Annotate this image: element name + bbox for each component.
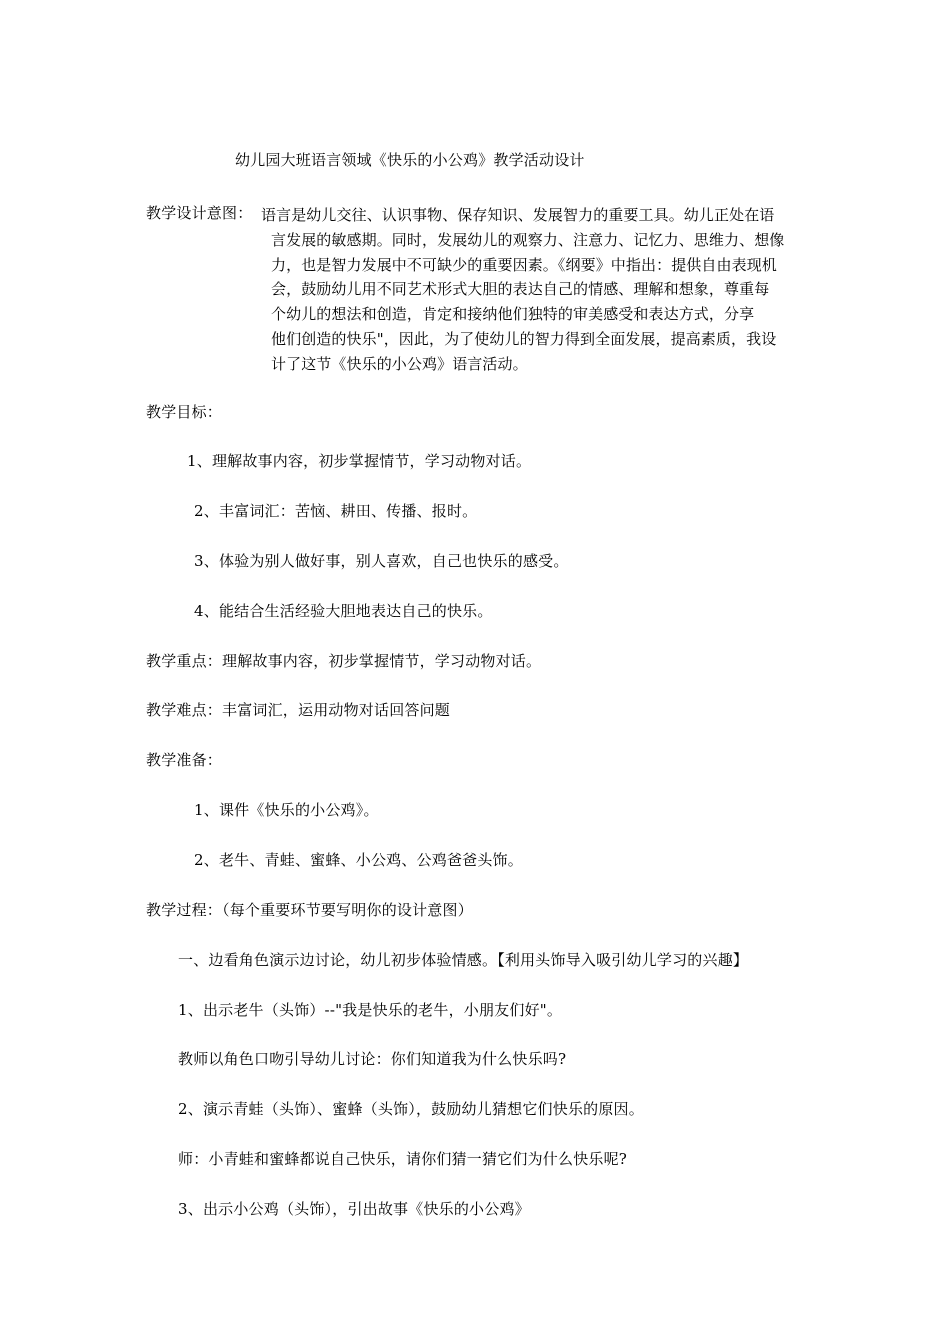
design-intent-line: 力，也是智力发展中不可缺少的重要因素。《纲要》中指出：提供自由表现机 bbox=[271, 255, 777, 274]
preparation-item: 1、课件《快乐的小公鸡》。 bbox=[194, 801, 379, 819]
design-intent-line: 言发展的敏感期。同时，发展幼儿的观察力、注意力、记忆力、思维力、想像 bbox=[271, 230, 785, 249]
goal-item: 2、丰富词汇：苦恼、耕田、传播、报时。 bbox=[194, 502, 478, 520]
goal-item: 3、体验为别人做好事，别人喜欢，自己也快乐的感受。 bbox=[194, 552, 569, 570]
design-intent-line: 计了这节《快乐的小公鸡》语言活动。 bbox=[271, 354, 528, 373]
goals-heading: 教学目标： bbox=[146, 403, 223, 421]
design-intent-line: 个幼儿的想法和创造，肯定和接纳他们独特的审美感受和表达方式，分享 bbox=[271, 305, 755, 324]
goal-item: 1、理解故事内容，初步掌握情节，学习动物对话。 bbox=[187, 452, 532, 470]
process-step: 师：小青蛙和蜜蜂都说自己快乐，请你们猜一猜它们为什么快乐呢? bbox=[178, 1150, 628, 1168]
key-point: 教学重点：理解故事内容，初步掌握情节，学习动物对话。 bbox=[146, 652, 542, 670]
design-intent-label: 教学设计意图： bbox=[146, 204, 253, 222]
preparation-heading: 教学准备： bbox=[146, 751, 223, 769]
process-step: 3、出示小公鸡（头饰），引出故事《快乐的小公鸡》 bbox=[178, 1200, 530, 1218]
design-intent-line: 会，鼓励幼儿用不同艺术形式大胆的表达自己的情感、理解和想象，尊重每 bbox=[271, 280, 770, 299]
process-heading: 教学过程：（每个重要环节要写明你的设计意图） bbox=[146, 901, 473, 919]
preparation-item: 2、老牛、青蛙、蜜蜂、小公鸡、公鸡爸爸头饰。 bbox=[194, 851, 523, 869]
process-step: 2、演示青蛙（头饰）、蜜蜂（头饰），鼓励幼儿猜想它们快乐的原因。 bbox=[178, 1100, 644, 1118]
design-intent-line: 语言是幼儿交往、认识事物、保存知识、发展智力的重要工具。幼儿正处在语 bbox=[261, 206, 775, 224]
process-step: 教师以角色口吻引导幼儿讨论：你们知道我为什么快乐吗? bbox=[178, 1050, 567, 1068]
goal-item: 4、能结合生活经验大胆地表达自己的快乐。 bbox=[194, 602, 493, 620]
design-intent-paragraph bbox=[261, 203, 809, 377]
document-title: 幼儿园大班语言领域《快乐的小公鸡》教学活动设计 bbox=[235, 151, 585, 169]
design-intent-line: 他们创造的快乐"，因此，为了使幼儿的智力得到全面发展，提高素质，我设 bbox=[271, 329, 777, 348]
process-section-heading: 一、边看角色演示边讨论，幼儿初步体验情感。【利用头饰导入吸引幼儿学习的兴趣】 bbox=[178, 951, 749, 969]
difficulty: 教学难点：丰富词汇，运用动物对话回答问题 bbox=[146, 701, 451, 719]
process-step: 1、出示老牛（头饰）--"我是快乐的老牛，小朋友们好"。 bbox=[178, 1001, 563, 1019]
